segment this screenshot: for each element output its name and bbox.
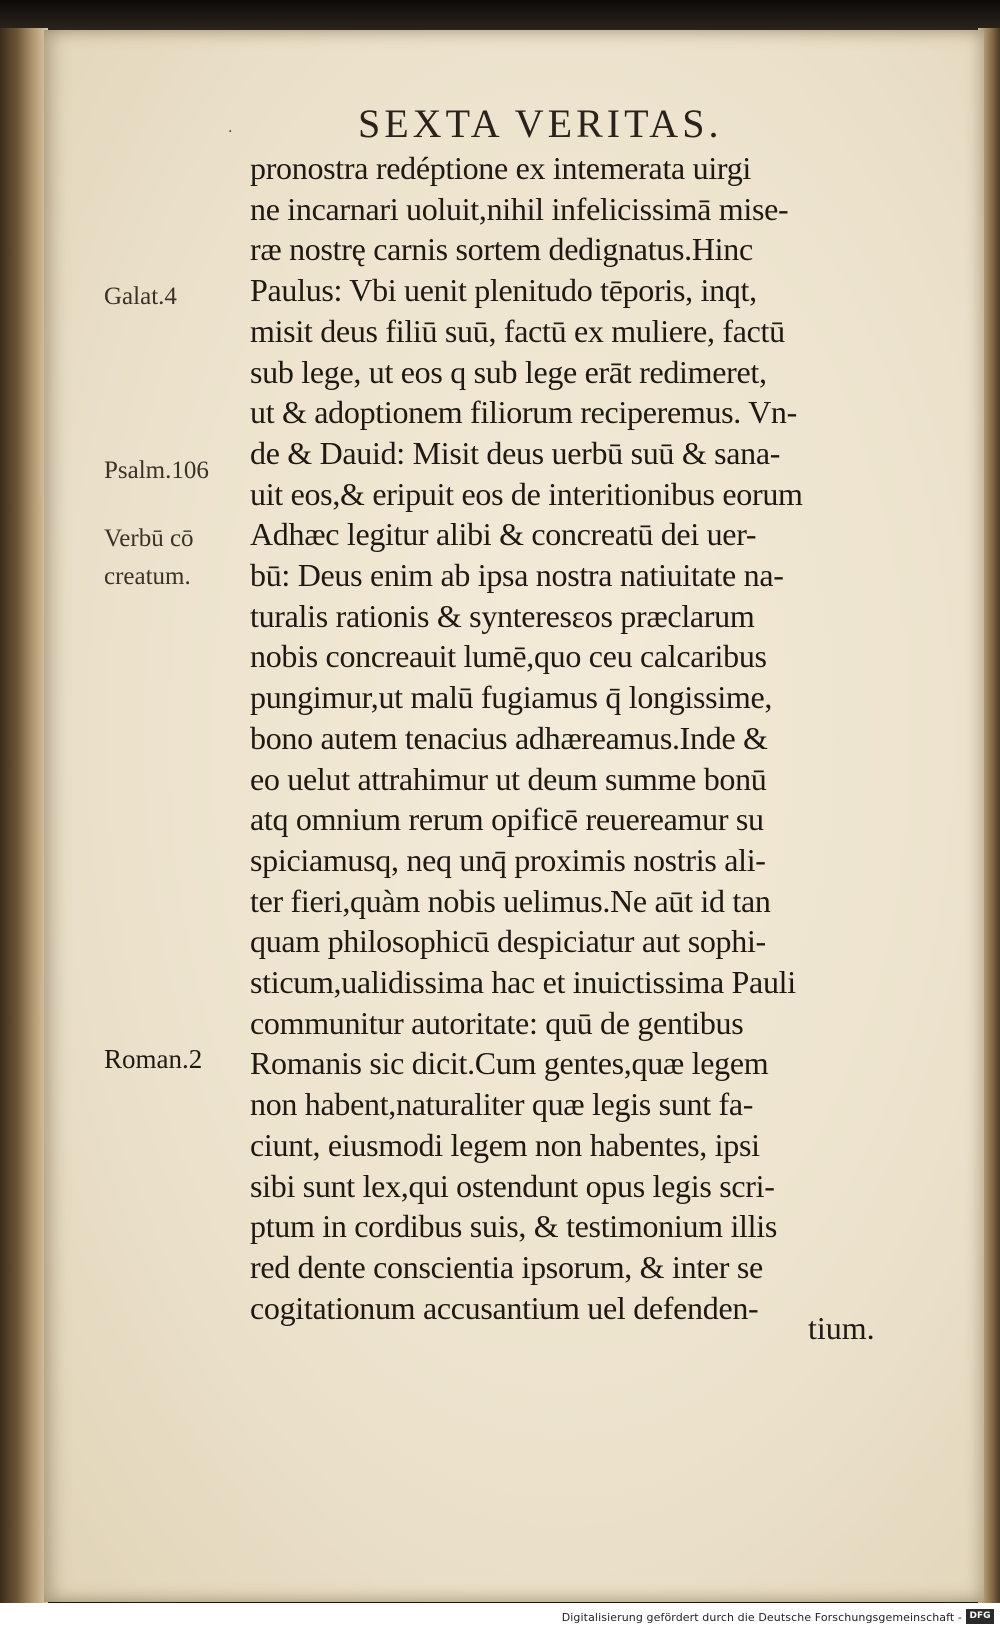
text-line: ne incarnari uoluit,nihil infelicissimā mise-: [250, 190, 789, 227]
text-line: de & Dauid: Misit deus uerbū suū & sana-: [250, 434, 781, 471]
text-line: misit deus filiū suū, factū ex muliere, factū: [250, 312, 785, 349]
text-line: quam philosophicū despiciatur aut sophi-: [250, 923, 766, 960]
text-line: pronostra redéptione ex intemerata uirgi: [250, 150, 752, 186]
margin-note-roman: Roman.2: [104, 1044, 203, 1074]
running-head: SEXTA VERITAS.: [358, 101, 723, 146]
book-spine-edge: [0, 28, 48, 1603]
text-line: ræ nostrę carnis sortem dedignatus.Hinc: [250, 231, 753, 268]
text-line: red dente conscientia ipsorum, & inter se: [250, 1248, 763, 1285]
text-line: Paulus: Vbi uenit plenitudo tēporis, inqt,: [250, 272, 757, 309]
text-line-last: tium.: [808, 1310, 875, 1346]
margin-note-psalm: Psalm.106: [104, 457, 209, 484]
text-line: eo uelut attrahimur ut deum summe bonū: [250, 760, 767, 797]
text-line: uit eos,& eripuit eos de interitionibus eorum: [250, 475, 803, 512]
margin-note-galat: Galat.4: [104, 283, 177, 310]
text-line: ter fieri,quàm nobis uelimus.Ne aūt id tan: [250, 882, 771, 919]
scan-top-edge: [0, 0, 1000, 30]
text-line: communitur autoritate: quū de gentibus: [250, 1004, 744, 1041]
text-line: ptum in cordibus suis, & testimonium illis: [250, 1208, 777, 1245]
margin-note-verbum-2: creatum.: [104, 563, 191, 590]
text-line: atq omnium rerum opificē reuereamur su: [250, 801, 764, 838]
text-line: sticum,ualidissima hac et inuictissima Pauli: [250, 964, 796, 1000]
text-line: spiciamusq, neq unq̄ proximis nostris ali-: [250, 841, 766, 878]
ornament-dot: ·: [228, 124, 233, 140]
text-line: nobis concreauit lumē,quo ceu calcaribus: [250, 638, 767, 675]
text-line: Romanis sic dicit.Cum gentes,quæ legem: [250, 1045, 769, 1082]
text-line: pungimur,ut malū fugiamus q̄ longissime,: [250, 679, 773, 716]
text-line: sub lege, ut eos q sub lege erāt redimeret,: [250, 353, 767, 390]
text-line: Adhæc legitur alibi & concreatū dei uer-: [250, 516, 757, 553]
text-line: ciunt, eiusmodi legem non habentes, ipsi: [250, 1126, 760, 1163]
footer-credit: Digitalisierung gefördert durch die Deutsche Forschungsgemeinschaft -: [561, 1611, 962, 1624]
text-line: non habent,naturaliter quæ legis sunt fa-: [250, 1086, 754, 1123]
margin-note-verbum-1: Verbū cō: [104, 525, 194, 552]
text-line: sibi sunt lex,qui ostendunt opus legis scri-: [250, 1167, 775, 1204]
text-line: turalis rationis & synteresεos præclarum: [250, 597, 755, 634]
text-line: bono autem tenacius adhæreamus.Inde &: [250, 719, 768, 756]
text-line: cogitationum accusantium uel defenden-: [250, 1289, 759, 1326]
dfg-logo: DFG: [966, 1609, 994, 1624]
text-line: bū: Deus enim ab ipsa nostra natiuitate na-: [250, 557, 784, 593]
text-line: ut & adoptionem filiorum reciperemus. Vn-: [250, 394, 797, 431]
